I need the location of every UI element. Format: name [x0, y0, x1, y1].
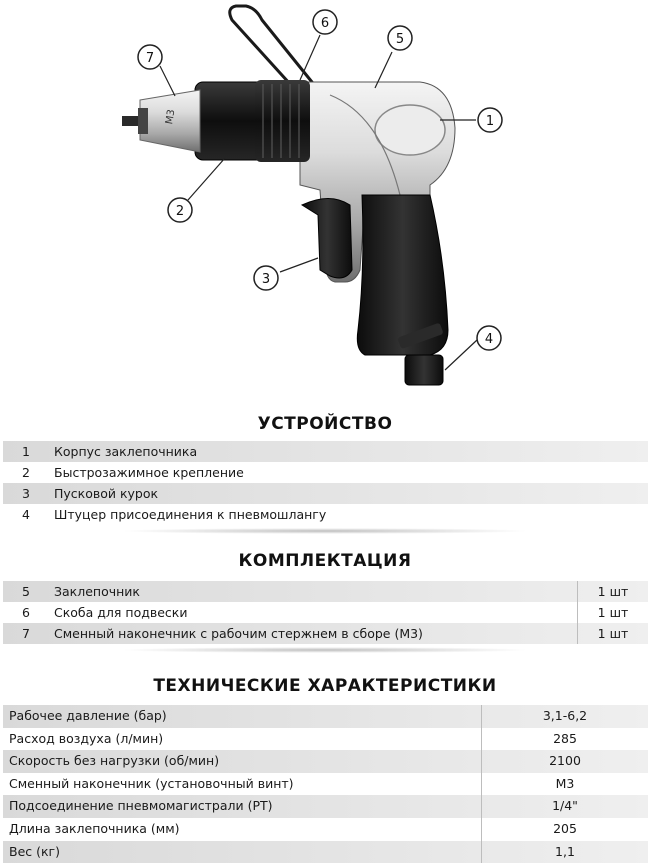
- spec-row: [3, 728, 648, 751]
- air-fitting: [405, 355, 443, 385]
- spec-value: 1/4": [481, 795, 648, 818]
- callout-2-label: 2: [175, 204, 185, 219]
- device-row-text: Быстрозажимное крепление: [54, 465, 244, 480]
- kit-row: [3, 623, 648, 644]
- spec-value: 3,1-6,2: [481, 705, 648, 728]
- spec-row: [3, 841, 648, 864]
- device-row-number: 2: [22, 465, 30, 480]
- device-row-text: Корпус заклепочника: [54, 444, 198, 459]
- spec-row: [3, 818, 648, 841]
- spec-value: 285: [481, 728, 648, 751]
- spec-row: [3, 773, 648, 796]
- kit-row-text: Заклепочник: [54, 584, 140, 599]
- spec-name: Рабочее давление (бар): [9, 708, 167, 723]
- kit-row-text: Сменный наконечник с рабочим стержнем в сборе (М3): [54, 626, 423, 641]
- device-row: [3, 462, 648, 483]
- kit-row-number: 6: [22, 605, 30, 620]
- spec-value: 1,1: [481, 841, 648, 864]
- body-highlight: [375, 105, 445, 155]
- callout-6-label: 6: [320, 16, 330, 31]
- trigger: [302, 199, 352, 279]
- device-row-text: Штуцер присоединения к пневмошлангу: [54, 507, 327, 522]
- kit-section-title: КОМПЛЕКТАЦИЯ: [238, 551, 412, 571]
- device-table: [3, 441, 648, 525]
- device-section-title: УСТРОЙСТВО: [257, 414, 393, 434]
- divider-shadow: [120, 528, 530, 534]
- device-row-text: Пусковой курок: [54, 486, 159, 501]
- device-row-number: 1: [22, 444, 30, 459]
- spec-row: [3, 750, 648, 773]
- divider-shadow: [120, 647, 530, 653]
- kit-row-qty: 1 шт: [577, 602, 648, 623]
- kit-row-number: 7: [22, 626, 30, 641]
- device-row: [3, 504, 648, 525]
- spec-name: Расход воздуха (л/мин): [9, 730, 164, 746]
- kit-row: [3, 581, 648, 602]
- kit-row: [3, 602, 648, 623]
- callout-4-label: 4: [484, 332, 494, 347]
- spec-row: [3, 795, 648, 818]
- callout-5-label: 5: [395, 32, 405, 47]
- spec-value: 205: [481, 818, 648, 841]
- specs-table: [3, 705, 648, 863]
- spec-name: Подсоединение пневмомагистрали (РТ): [9, 798, 273, 814]
- device-row-number: 4: [22, 507, 30, 522]
- nose-marking: М3: [164, 108, 178, 126]
- device-row-number: 3: [22, 486, 30, 501]
- kit-table: [3, 581, 648, 644]
- callout-3-label: 3: [261, 272, 271, 287]
- specs-section-title: ТЕХНИЧЕСКИЕ ХАРАКТЕРИСТИКИ: [153, 676, 497, 696]
- kit-row-text: Скоба для подвески: [54, 605, 188, 620]
- callout-1-label: 1: [485, 114, 495, 129]
- kit-row-qty: 1 шт: [577, 581, 648, 602]
- spec-value: М3: [481, 773, 648, 796]
- kit-row-number: 5: [22, 584, 30, 599]
- spec-row: [3, 705, 648, 728]
- rivet-tool-illustration: [0, 0, 650, 405]
- spec-name: Скорость без нагрузки (об/мин): [9, 753, 220, 769]
- callout-7-label: 7: [145, 51, 155, 66]
- kit-row-qty: 1 шт: [577, 623, 648, 644]
- spec-name: Вес (кг): [9, 843, 60, 859]
- device-row: [3, 483, 648, 504]
- device-row: [3, 441, 648, 462]
- spec-value: 2100: [481, 750, 648, 773]
- spec-name: Сменный наконечник (установочный винт): [9, 775, 294, 791]
- spec-name: Длина заклепочника (мм): [9, 820, 180, 836]
